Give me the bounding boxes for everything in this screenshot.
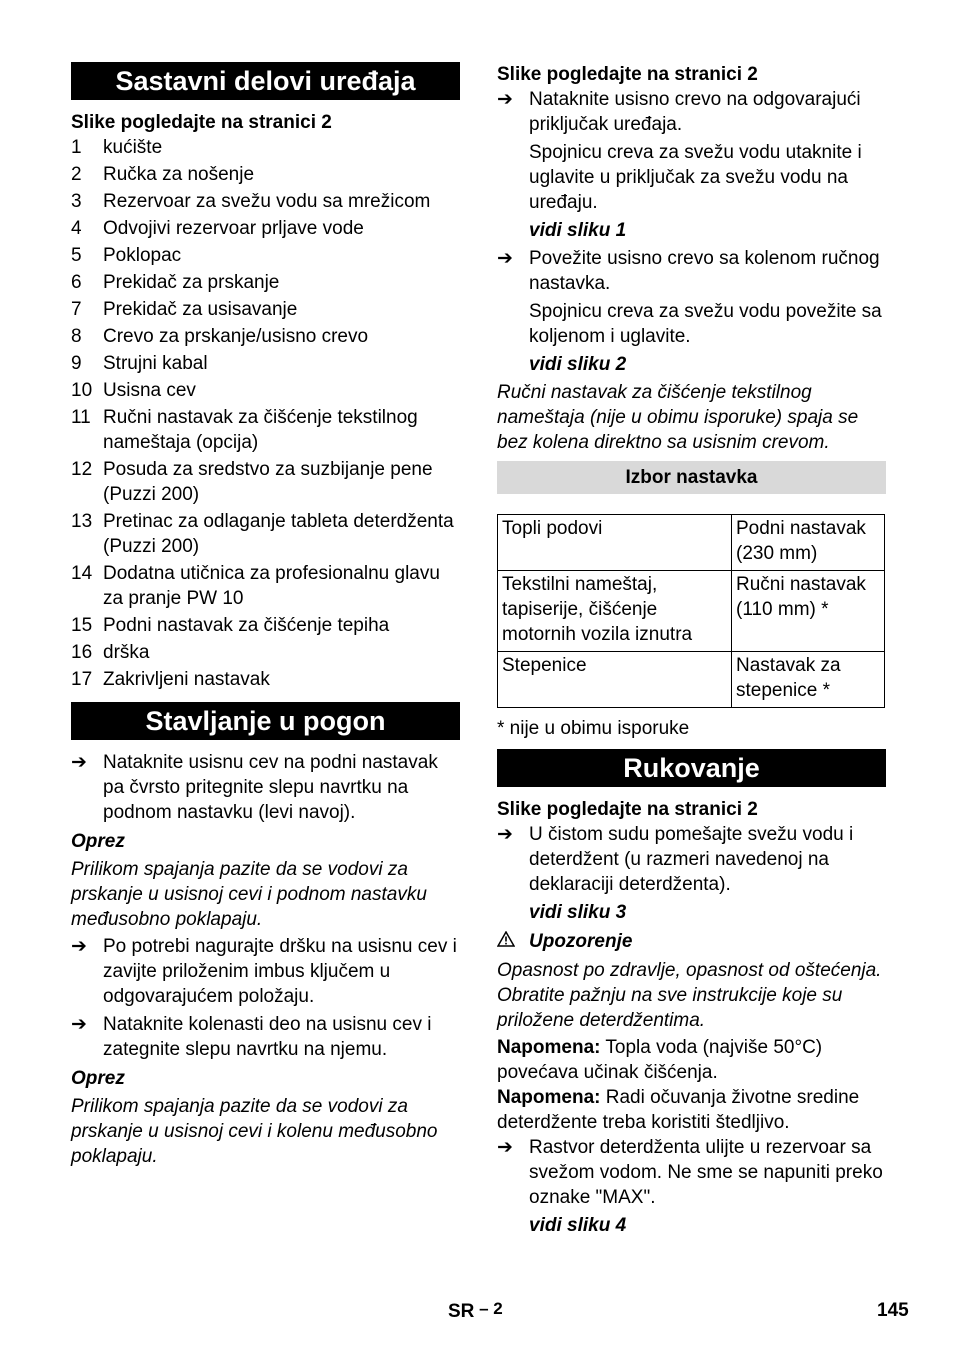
item-label: Pretinac za odlaganje tableta deterdženta (Puzzi 200) [103, 511, 454, 557]
italic-note: Ručni nastavak za čišćenje tekstilnog nameštaja (nije u obimu isporuke) spaja se bez kolena direktno sa usisnim crevom. [497, 382, 859, 453]
section-heading-components: Sastavni delovi uređaja [71, 62, 460, 100]
item-label: drška [103, 642, 150, 663]
item-label: Odvojivi rezervoar prljave vode [103, 218, 364, 239]
table-cell: Podni nastavak (230 mm) [732, 515, 885, 571]
section-heading-startup: Stavljanje u pogon [71, 702, 460, 740]
table-cell: Ručni nastavak (110 mm) * [732, 571, 885, 652]
item-number: 8 [71, 326, 82, 347]
item-label: Crevo za prskanje/usisno crevo [103, 326, 369, 347]
caution-heading: Oprez [71, 831, 125, 852]
arrow-right-icon: ➔ [497, 89, 513, 110]
warning-text: Opasnost po zdravlje, opasnost od oštećenja. Obratite pažnju na sve instrukcije koje su priložene deterdžentima. [497, 960, 882, 1031]
parts-list-item [71, 405, 460, 455]
table-title: Izbor nastavka [497, 461, 886, 494]
item-number: 7 [71, 299, 82, 320]
parts-list-item [71, 297, 460, 322]
item-label: Ručka za nošenje [103, 164, 255, 185]
item-label: Poklopac [103, 245, 182, 266]
parts-list-item [71, 243, 460, 268]
table-row [498, 515, 885, 571]
left-column [71, 62, 460, 1171]
figure-ref: vidi sliku 3 [529, 902, 627, 923]
table-cell: Tekstilni nameštaj, tapiserije, čišćenje motornih vozila iznutra [498, 571, 732, 652]
footnote: * nije u obimu isporuke [497, 718, 690, 739]
footer-language: SR – 2 [448, 1299, 503, 1322]
arrow-right-icon: ➔ [71, 1014, 87, 1035]
arrow-right-icon: ➔ [497, 824, 513, 845]
item-label: Usisna cev [103, 380, 196, 401]
parts-list [71, 135, 460, 692]
item-number: 4 [71, 218, 82, 239]
table-cell: Topli podovi [498, 515, 732, 571]
arrow-right-icon: ➔ [71, 936, 87, 957]
item-number: 16 [71, 642, 93, 663]
page-number: 145 [877, 1300, 909, 1321]
table-cell: Nastavak za stepenice * [732, 652, 885, 708]
parts-list-item [71, 509, 460, 559]
instruction-detail: Spojnicu creva za svežu vodu utaknite i uglavite u priključak za svežu vodu na uređaju. [529, 142, 862, 213]
item-number: 2 [71, 164, 82, 185]
parts-list-item [71, 216, 460, 241]
table-row [498, 571, 885, 652]
item-label: Prekidač za usisavanje [103, 299, 298, 320]
item-number: 13 [71, 511, 93, 532]
arrow-right-icon: ➔ [497, 248, 513, 269]
parts-list-item [71, 457, 460, 507]
item-number: 1 [71, 137, 82, 158]
item-number: 14 [71, 563, 93, 584]
caution-text: Prilikom spajanja pazite da se vodovi za prskanje u usisnoj cevi i podnom nastavku međusobno poklapaju. [71, 859, 427, 930]
instruction-step: ➔ U čistom sudu pomešajte svežu vodu i deterdžent (u razmeri navedenoj na deklaraciji deterdženta). [497, 824, 854, 895]
right-column [497, 62, 886, 1241]
figures-reference: Slike pogledajte na stranici 2 [497, 799, 758, 820]
item-label: Rezervoar za svežu vodu sa mrežicom [103, 191, 431, 212]
parts-list-item [71, 351, 460, 376]
figures-reference: Slike pogledajte na stranici 2 [497, 64, 758, 85]
item-number: 12 [71, 459, 93, 480]
instruction-step: ➔ Nataknite kolenasti deo na usisnu cev i zategnite slepu navrtku na njemu. [71, 1014, 432, 1060]
figures-reference: Slike pogledajte na stranici 2 [71, 112, 332, 133]
parts-list-item [71, 378, 460, 403]
note: Napomena: Topla voda (najviše 50°C) povećava učinak čišćenja. [497, 1037, 823, 1083]
section-heading-operation: Rukovanje [497, 749, 886, 787]
caution-heading: Oprez [71, 1068, 125, 1089]
item-label: Prekidač za prskanje [103, 272, 280, 293]
caution-text: Prilikom spajanja pazite da se vodovi za prskanje u usisnoj cevi i kolenu međusobno poklapaju. [71, 1096, 438, 1167]
item-label: Strujni kabal [103, 353, 208, 374]
instruction-step: ➔ Nataknite usisno crevo na odgovarajući priključak uređaja. [497, 89, 861, 135]
parts-list-item [71, 667, 460, 692]
parts-list-item [71, 189, 460, 214]
item-number: 10 [71, 380, 93, 401]
parts-list-item [71, 324, 460, 349]
table-row [498, 652, 885, 708]
figure-ref: vidi sliku 2 [529, 354, 627, 375]
instruction-step: ➔ Nataknite usisnu cev na podni nastavak pa čvrsto pritegnite slepu navrtku na podnom nastavku (levi navoj). [71, 752, 438, 823]
item-label: Ručni nastavak za čišćenje tekstilnog nameštaja (opcija) [103, 407, 418, 453]
item-label: Dodatna utičnica za profesionalnu glavu za pranje PW 10 [103, 563, 440, 609]
item-number: 9 [71, 353, 82, 374]
item-number: 17 [71, 669, 93, 690]
figure-ref: vidi sliku 4 [529, 1215, 627, 1236]
item-label: Podni nastavak za čišćenje tepiha [103, 615, 390, 636]
item-label: kućište [103, 137, 163, 158]
instruction-step: ➔ Rastvor deterdženta ulijte u rezervoar sa svežom vodom. Ne sme se napuniti preko oznake "MAX". [497, 1137, 883, 1208]
instruction-detail: Spojnicu creva za svežu vodu povežite sa koljenom i uglavite. [529, 301, 882, 347]
parts-list-item [71, 162, 460, 187]
attachment-table [497, 514, 885, 708]
warning-heading: Upozorenje [497, 929, 886, 954]
arrow-right-icon: ➔ [71, 752, 87, 773]
item-number: 5 [71, 245, 82, 266]
item-number: 3 [71, 191, 82, 212]
instruction-step: ➔ Po potrebi nagurajte dršku na usisnu cev i zavijte priloženim imbus ključem u odgovarajućem položaju. [71, 936, 457, 1007]
warning-triangle-icon [497, 929, 529, 954]
item-label: Posuda za sredstvo za suzbijanje pene (Puzzi 200) [103, 459, 433, 505]
table-cell: Stepenice [498, 652, 732, 708]
item-number: 11 [71, 407, 91, 428]
parts-list-item [71, 613, 460, 638]
item-number: 6 [71, 272, 82, 293]
item-number: 15 [71, 615, 93, 636]
note: Napomena: Radi očuvanja životne sredine deterdžente treba koristiti štedljivo. [497, 1087, 860, 1133]
item-label: Zakrivljeni nastavak [103, 669, 270, 690]
parts-list-item [71, 135, 460, 160]
parts-list-item [71, 640, 460, 665]
arrow-right-icon: ➔ [497, 1137, 513, 1158]
figure-ref: vidi sliku 1 [529, 220, 627, 241]
instruction-step: ➔ Povežite usisno crevo sa kolenom ručnog nastavka. [497, 248, 880, 294]
parts-list-item [71, 561, 460, 611]
parts-list-item [71, 270, 460, 295]
